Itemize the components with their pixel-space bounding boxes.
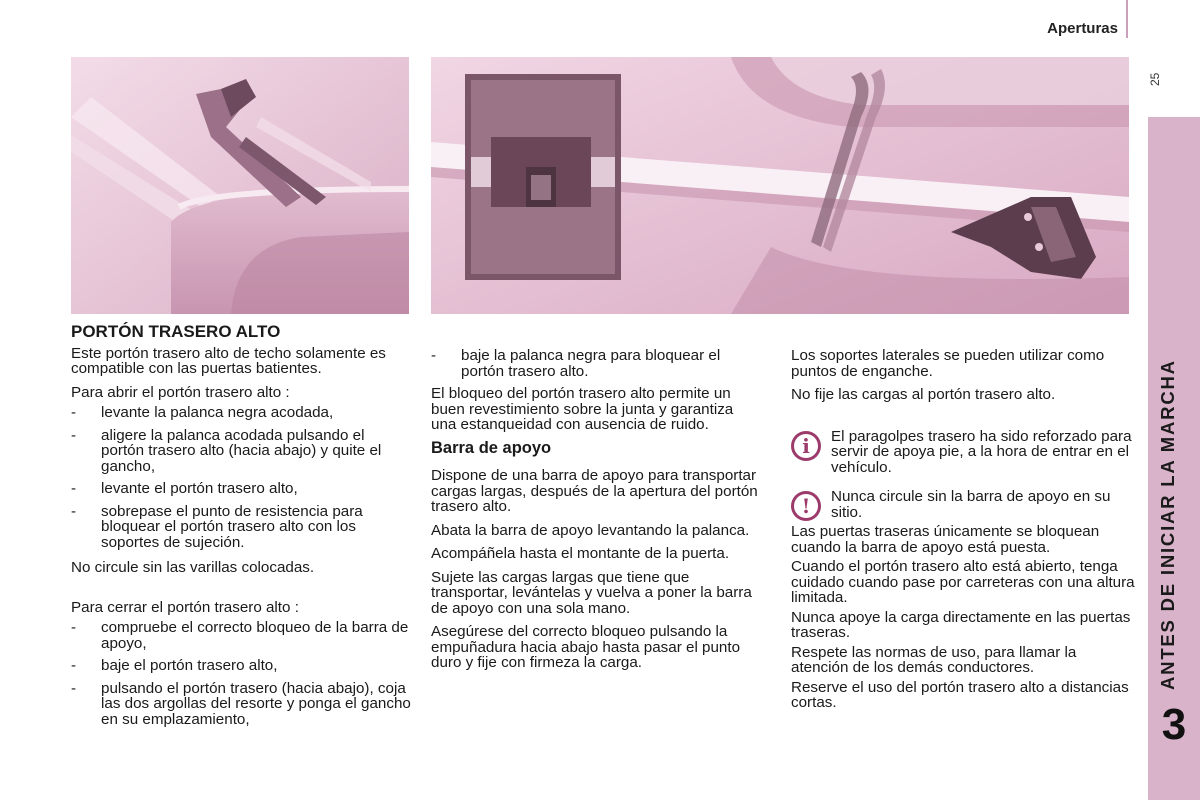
list-item: - levante la palanca negra acodada,	[71, 404, 334, 421]
paragraph: Las puertas traseras únicamente se bloquean cuando la barra de apoyo está puesta.	[791, 523, 1100, 556]
paragraph: Sujete las cargas largas que tiene que transportar, levántelas y vuelva a poner la barra de apoyo con una sola mano.	[431, 568, 752, 617]
paragraph: Acompáñela hasta el montante de la puerta.	[431, 545, 730, 562]
support-bar-illustration	[431, 57, 1129, 314]
chapter-title: ANTES DE INICIAR LA MARCHA	[1157, 359, 1178, 690]
section-heading: PORTÓN TRASERO ALTO	[71, 322, 281, 341]
info-icon: i	[791, 431, 821, 461]
open-lead-text: Para abrir el portón trasero alto :	[71, 383, 290, 401]
header-divider	[1126, 0, 1128, 38]
paragraph: Los soportes laterales se pueden utilizar como puntos de enganche.	[791, 347, 1105, 380]
list-item: - baje la palanca negra para bloquear el portón trasero alto.	[431, 347, 721, 380]
paragraph: Reserve el uso del portón trasero alto a distancias cortas.	[791, 678, 1129, 711]
intro-text: Este portón trasero alto de techo solamente es compatible con las puertas batientes.	[71, 344, 386, 377]
list-item: - pulsando el portón trasero (hacia abajo), coja las dos argollas del resorte y ponga el gancho en su emplazamiento,	[71, 679, 411, 728]
list-item: - levante el portón trasero alto,	[71, 480, 298, 497]
list-item: - aligere la palanca acodada pulsando el portón trasero alto (hacia abajo) y quite el gancho,	[71, 426, 382, 475]
column-middle	[431, 348, 761, 679]
warning-note	[791, 489, 1136, 520]
close-lead-text: Para cerrar el portón trasero alto :	[71, 598, 299, 616]
list-item: - sobrepase el punto de resistencia para bloquear el portón trasero alto con los soportes de sujeción.	[71, 502, 363, 551]
info-note	[791, 429, 1136, 476]
page-number: 25	[1148, 72, 1162, 86]
paragraph: No fije las cargas al portón trasero alto.	[791, 386, 1056, 403]
subsection-heading: Barra de apoyo	[431, 438, 552, 457]
list-item: - baje el portón trasero alto,	[71, 657, 278, 674]
paragraph: Nunca apoye la carga directamente en las puertas traseras.	[791, 608, 1131, 641]
paragraph: Asegúrese del correcto bloqueo pulsando la empuñadura hacia abajo hasta pasar el punto duro y fije con firmeza la carga.	[431, 623, 741, 671]
list-item: - compruebe el correcto bloqueo de la barra de apoyo,	[71, 619, 409, 652]
info-note-text: El paragolpes trasero ha sido reforzado para servir de apoya pie, a la hora de entrar en el vehículo.	[831, 427, 1132, 476]
chapter-number: 3	[1161, 700, 1187, 749]
warning-note-text: Nunca circule sin la barra de apoyo en su sitio.	[831, 488, 1111, 521]
lock-text: El bloqueo del portón trasero alto permite un buen revestimiento sobre la junta y garantiza una estanqueidad con ausencia de ruido.	[431, 385, 734, 433]
paragraph: Cuando el portón trasero alto está abierto, tenga cuidado cuando pase por carreteras con una altura limitada.	[791, 558, 1135, 606]
paragraph: Abata la barra de apoyo levantando la palanca.	[431, 521, 750, 539]
column-right	[791, 348, 1136, 719]
paragraph: Dispone de una barra de apoyo para transportar cargas largas, después de la apertura del portón trasero alto.	[431, 467, 758, 515]
section-title: Aperturas	[1047, 20, 1118, 37]
column-left	[71, 324, 411, 734]
warning-icon: !	[791, 491, 821, 521]
paragraph: Respete las normas de uso, para llamar la atención de los demás conductores.	[791, 643, 1077, 676]
roof-flap-illustration	[71, 57, 409, 314]
warning-text: No circule sin las varillas colocadas.	[71, 559, 315, 576]
